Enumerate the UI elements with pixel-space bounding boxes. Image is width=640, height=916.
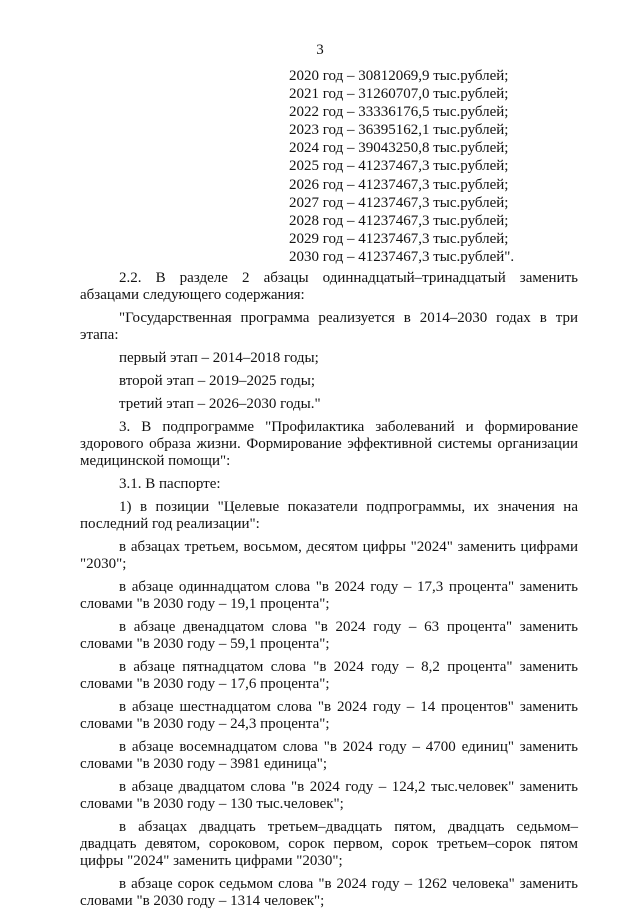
section-3-paragraph: 3. В подпрограмме "Профилактика заболеваний и формирование здорового образа жизни. Формирование эффективной системы организации медицинской помощи": — [80, 419, 578, 469]
stage-item-third: третий этап – 2026–2030 годы." — [119, 396, 321, 412]
budget-line-2021: 2021 год – 31260707,0 тыс.рублей; — [289, 86, 509, 103]
budget-line-2022: 2022 год – 33336176,5 тыс.рублей; — [289, 104, 509, 121]
amendment-paragraph: в абзаце сорок седьмом слова "в 2024 году – 1262 человека" заменить словами "в 2030 году – 1314 человек"; — [80, 876, 578, 909]
section-2-2-paragraph: 2.2. В разделе 2 абзацы одиннадцатый–тринадцатый заменить абзацами следующего содержания: — [80, 270, 578, 303]
budget-line-2029: 2029 год – 41237467,3 тыс.рублей; — [289, 230, 509, 247]
page-number: 3 — [316, 42, 324, 58]
amendment-paragraph: в абзаце восемнадцатом слова "в 2024 году – 4700 единиц" заменить словами "в 2030 году – 3981 единица"; — [80, 739, 578, 772]
stage-item-second: второй этап – 2019–2025 годы; — [119, 373, 315, 389]
budget-line-2023: 2023 год – 36395162,1 тыс.рублей; — [289, 122, 509, 139]
amendment-paragraph: в абзаце пятнадцатом слова "в 2024 году – 8,2 процента" заменить словами "в 2030 году – 17,6 процента"; — [80, 659, 578, 692]
quote-intro-paragraph: "Государственная программа реализуется в 2014–2030 годах в три этапа: — [80, 310, 578, 343]
item-1-paragraph: 1) в позиции "Целевые показатели подпрограммы, их значения на последний год реализации": — [80, 499, 578, 532]
budget-year-list — [289, 67, 514, 266]
budget-line-2030: 2030 год – 41237467,3 тыс.рублей". — [289, 248, 515, 265]
section-3-1-heading: 3.1. В паспорте: — [119, 476, 221, 492]
budget-line-2025: 2025 год – 41237467,3 тыс.рублей; — [289, 158, 509, 175]
amendment-paragraph: в абзаце двенадцатом слова "в 2024 году – 63 процента" заменить словами "в 2030 году – 59,1 процента"; — [80, 619, 578, 652]
stage-item-first: первый этап – 2014–2018 годы; — [119, 350, 319, 366]
amendment-paragraph: в абзацах третьем, восьмом, десятом цифры "2024" заменить цифрами "2030"; — [80, 539, 578, 572]
budget-line-2027: 2027 год – 41237467,3 тыс.рублей; — [289, 194, 509, 211]
amendment-paragraph: в абзаце одиннадцатом слова "в 2024 году – 17,3 процента" заменить словами "в 2030 году – 19,1 процента"; — [80, 579, 578, 612]
budget-line-2020: 2020 год – 30812069,9 тыс.рублей; — [289, 68, 509, 84]
stage-list — [80, 350, 578, 413]
budget-line-2028: 2028 год – 41237467,3 тыс.рублей; — [289, 212, 509, 229]
budget-line-2026: 2026 год – 41237467,3 тыс.рублей; — [289, 176, 509, 193]
budget-line-2024: 2024 год – 39043250,8 тыс.рублей; — [289, 140, 509, 157]
amendment-paragraph: в абзаце двадцатом слова "в 2024 году – 124,2 тыс.человек" заменить словами "в 2030 году – 130 тыс.человек"; — [80, 779, 578, 812]
document-body — [80, 270, 578, 916]
amendment-paragraph: в абзаце шестнадцатом слова "в 2024 году – 14 процентов" заменить словами "в 2030 году – 24,3 процента"; — [80, 699, 578, 732]
amendment-paragraph: в абзацах двадцать третьем–двадцать пятом, двадцать седьмом–двадцать девятом, сороковом, сорок первом, сорок третьем–сорок пятом цифры "2024" заменить цифрами "2030"; — [80, 819, 578, 869]
